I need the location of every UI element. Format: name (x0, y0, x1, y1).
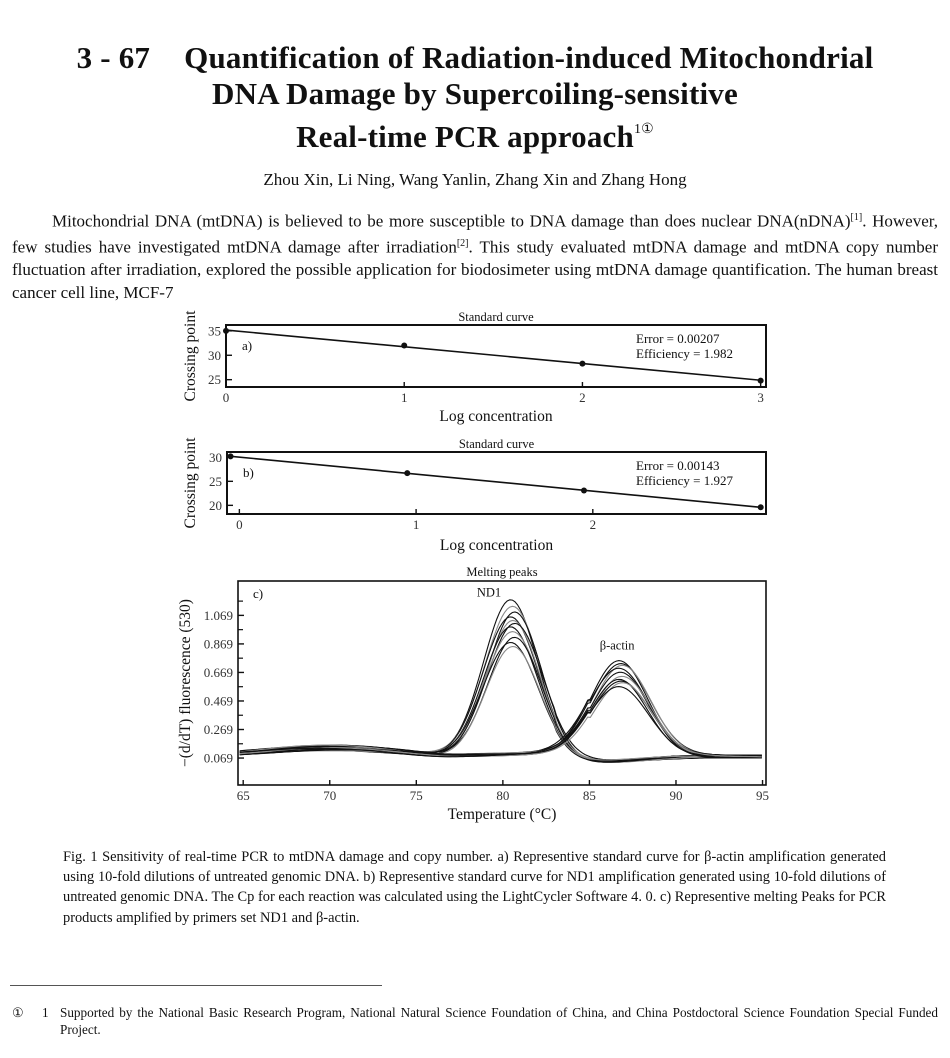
y-tick-label: 0.869 (203, 636, 233, 652)
y-tick-label: 30 (208, 347, 221, 363)
footnote (12, 1004, 938, 1038)
melting-curve-beta-actin (240, 679, 762, 755)
x-tick-label: 1 (400, 390, 408, 405)
x-tick-label: 80 (496, 788, 510, 803)
title-line-2: DNA Damage by Supercoiling-sensitive (212, 76, 738, 111)
footnote-number: 1 (42, 1005, 49, 1020)
melting-curve-beta-actin (240, 676, 762, 756)
footnote-text: Supported by the National Basic Research Program, National Natural Science Foundation of China, and China Postdoctoral Science Foundation Special Funded Project. (60, 1005, 938, 1037)
melting-curve-nd1 (240, 643, 762, 762)
y-tick-label: 30 (209, 449, 222, 465)
data-point (758, 504, 764, 510)
x-axis-label: Log concentration (439, 408, 553, 425)
x-tick-label: 70 (323, 788, 337, 803)
y-axis-label: Crossing point (182, 310, 199, 402)
melting-curve-nd1 (240, 600, 762, 762)
y-axis-label: Crossing point (182, 437, 199, 529)
figure-caption: Fig. 1 Sensitivity of real-time PCR to mtDNA damage and copy number. a) Representive standard curve for β-actin amplification generated using 10-fold dilutions of untreated genomic DNA. b) Representive standard curve for ND1 amplification generated using 10-fold dilutions of untreated genomic DNA. The Cp for each reaction was calculated using the LightCycler Software 4. 0. c) Representive melting Peaks for PCR products amplified by primers set ND1 and β-actin. (63, 849, 886, 926)
fit-annotation: Efficiency = 1.982 (636, 346, 733, 361)
x-tick-label: 3 (757, 390, 764, 405)
x-tick-label: 2 (589, 517, 597, 532)
y-tick-label: 0.269 (203, 722, 233, 738)
citation-2[interactable]: [2] (456, 238, 469, 250)
melting-curve-nd1 (240, 627, 762, 762)
panel-label: a) (242, 338, 253, 353)
body-paragraph: Mitochondrial DNA (mtDNA) is believed to be more susceptible to DNA damage than does nuclear DNA(nDNA)[1]. However, few studies have investigated mtDNA damage after irradiation[2]. This study evaluated mtDNA damage and mtDNA copy number fluctuation after irradiation, explored the possible application for biodosimeter using mtDNA damage quantification. The human breast cancer cell line, MCF-7 (12, 211, 938, 302)
x-axis-label: Log concentration (439, 537, 554, 554)
x-tick-label: 85 (582, 788, 596, 803)
melting-curve-beta-actin (240, 681, 762, 756)
peak-label-beta-actin: β-actin (599, 638, 635, 653)
data-point (401, 343, 407, 349)
chart-panel-b (182, 437, 766, 554)
melting-curve-beta-actin (240, 665, 762, 757)
citation-1[interactable]: [1] (850, 212, 863, 223)
y-axis-label: −(d/dT) fluorescence (530) (177, 599, 194, 767)
x-tick-label: 95 (756, 788, 770, 803)
melting-curve-beta-actin (240, 664, 762, 756)
y-tick-label: 0.469 (203, 693, 233, 709)
chart-panel-c (177, 565, 769, 823)
chart-title: Melting peaks (466, 565, 538, 579)
data-point (404, 470, 410, 476)
data-point (581, 487, 587, 493)
x-tick-label: 2 (579, 390, 586, 405)
authors: Zhou Xin, Li Ning, Wang Yanlin, Zhang Xin and Zhang Hong (263, 170, 687, 189)
fit-annotation: Error = 0.00143 (636, 458, 720, 473)
x-tick-label: 65 (236, 788, 250, 803)
section-number: 3 - 67 (76, 40, 151, 75)
peak-label-nd1: ND1 (476, 585, 502, 600)
melting-curve-nd1 (240, 623, 762, 760)
y-tick-label: 0.069 (203, 750, 233, 766)
y-tick-label: 0.669 (203, 664, 233, 680)
footnote-mark: ① (12, 1005, 24, 1020)
y-tick-label: 35 (208, 323, 221, 339)
melting-curve-nd1 (240, 617, 762, 761)
y-tick-label: 1.069 (203, 607, 233, 623)
melting-curve-nd1 (240, 647, 762, 761)
melting-curve-nd1 (240, 621, 762, 760)
y-tick-label: 25 (208, 372, 221, 388)
data-point (758, 378, 764, 384)
y-tick-label: 25 (209, 473, 222, 489)
x-tick-label: 1 (412, 517, 420, 532)
x-tick-label: 75 (409, 788, 423, 803)
chart-title: Standard curve (458, 310, 534, 324)
y-tick-label: 20 (209, 497, 222, 513)
x-tick-label: 0 (222, 390, 230, 405)
title-line-3: Real-time PCR approach (296, 119, 634, 154)
x-tick-label: 90 (669, 788, 683, 803)
melting-curve-nd1 (240, 637, 762, 762)
fit-annotation: Error = 0.00207 (636, 331, 720, 346)
panel-label: c) (253, 586, 264, 601)
melting-curve-beta-actin (240, 661, 762, 756)
x-axis-label: Temperature (°C) (447, 806, 557, 823)
melting-curve-beta-actin (240, 668, 762, 758)
data-point (579, 361, 585, 367)
panel-label: b) (243, 465, 254, 480)
chart-title: Standard curve (458, 437, 535, 451)
title-line-1: Quantification of Radiation-induced Mitochondrial (184, 40, 874, 75)
data-point (223, 328, 229, 334)
title-superscript: 1① (633, 122, 654, 137)
x-tick-label: 0 (236, 517, 243, 532)
chart-panel-a (182, 310, 766, 425)
data-point (228, 453, 234, 459)
footnote-divider (10, 985, 382, 986)
fit-annotation: Efficiency = 1.927 (636, 473, 733, 488)
